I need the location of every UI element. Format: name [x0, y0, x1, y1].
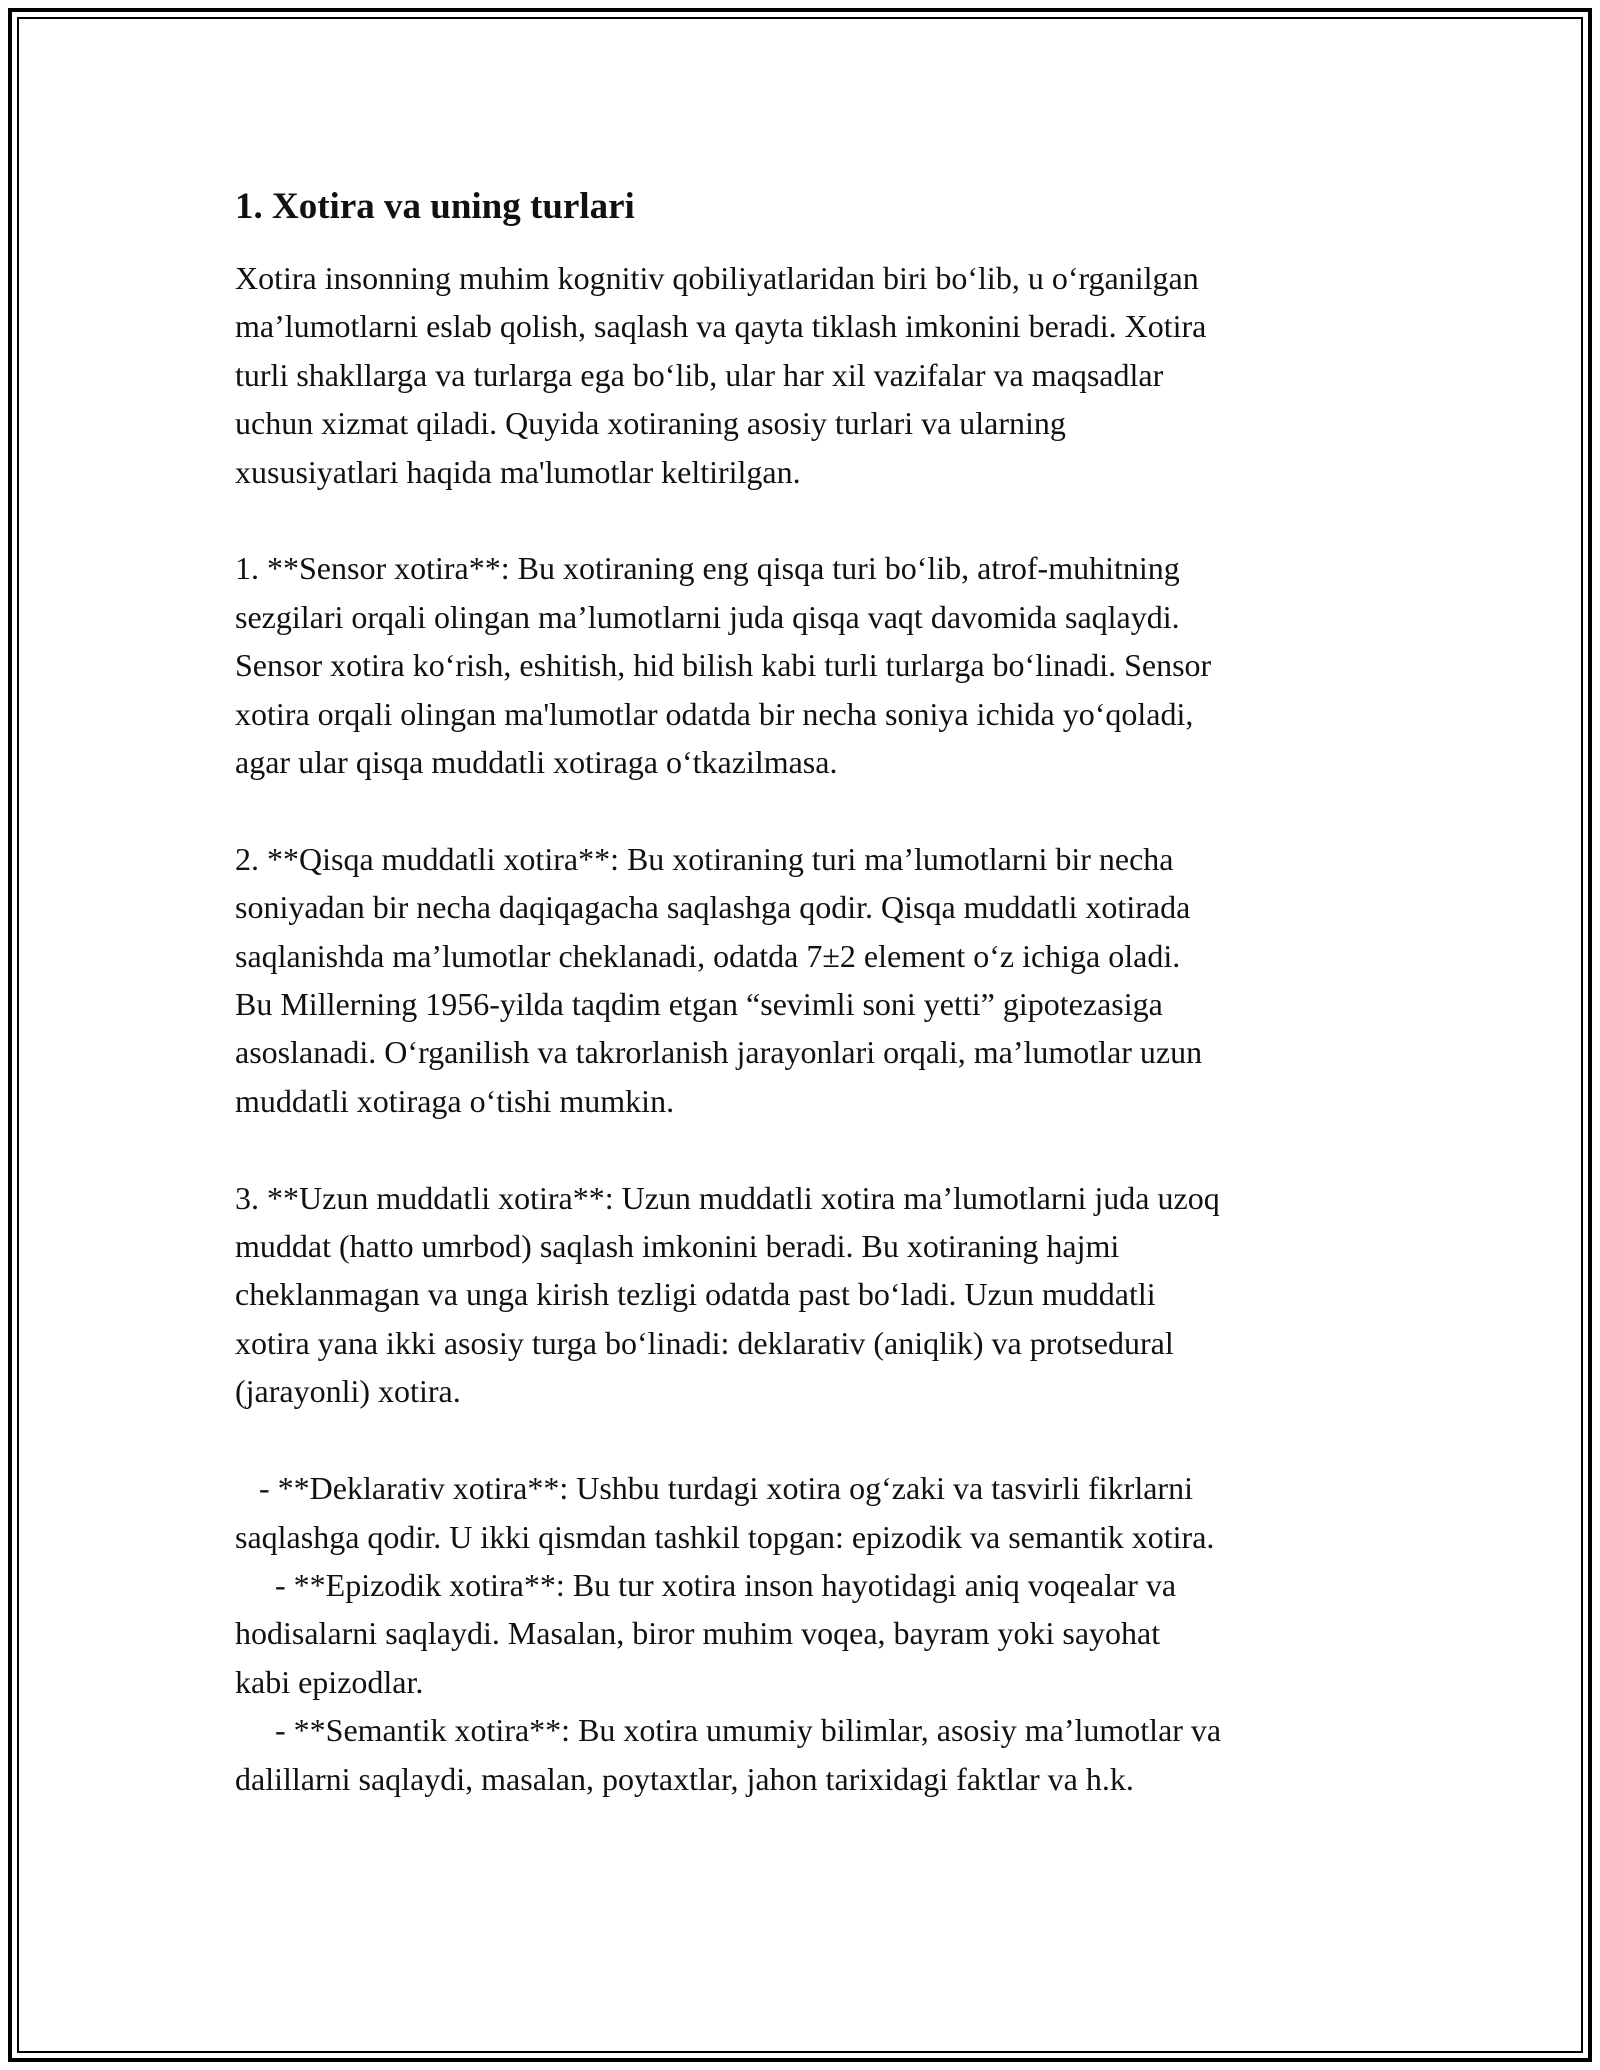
section-long-term-memory: 3. **Uzun muddatli xotira**: Uzun muddatli xotira ma’lumotlarni juda uzoq muddat (hatto umrbod) saqlash imkonini beradi. Bu xotiraning hajmi cheklanmagan va unga kirish tezligi odatda past bo‘ladi. Uzun muddatli xotira yana ikki asosiy turga bo‘linadi: deklarativ (aniqlik) va protsedural (jarayonli) xotira. [235, 1179, 1220, 1410]
paragraph-spacer [235, 1416, 1385, 1464]
paragraph-spacer [235, 496, 1385, 544]
section-declarative-memory: - **Deklarativ xotira**: Ushbu turdagi xotira og‘zaki va tasvirli fikrlarni saqlashga qodir. U ikki qismdan tashkil topgan: epizodik va semantik xotira. - **Epizodik xotira**: Bu tur xotira inson hayotidagi aniq voqealar va hodisalarni saqlaydi. Masalan, biror muhim voqea, bayram yoki sayohat kabi epizodlar. - **Semantik xotira**: Bu xotira umumiy bilimlar, asosiy ma’lumotlar va dalillarni saqlaydi, masalan, poytaxtlar, jahon tarixidagi faktlar va h.k. [235, 1470, 1222, 1797]
section-short-term-memory: 2. **Qisqa muddatli xotira**: Bu xotiraning turi ma’lumotlarni bir necha soniyadan bir necha daqiqagacha saqlashga qodir. Qisqa muddatli xotirada saqlanishda ma’lumotlar cheklanadi, odatda 7±2 element o‘z ichiga oladi. Bu Millerning 1956-yilda taqdim etgan “sevimli soni yetti” gipotezasiga asoslanadi. O‘rganilish va takrorlanish jarayonlari orqali, ma’lumotlar uzun muddatli xotiraga o‘tishi mumkin. [235, 840, 1203, 1119]
paragraph-spacer [235, 1125, 1385, 1173]
document-title: 1. Xotira va uning turlari [235, 186, 635, 227]
intro-paragraph: Xotira insonning muhim kognitiv qobiliyatlaridan biri bo‘lib, u o‘rganilgan ma’lumotlarni eslab qolish, saqlash va qayta tiklash imkonini beradi. Xotira turli shakllarga va turlarga ega bo‘lib, ular har xil vazifalar va maqsadlar uchun xizmat qiladi. Quyida xotiraning asosiy turlari va ularning xususiyatlari haqida ma'lumotlar keltirilgan. [235, 260, 1207, 490]
section-sensor-memory: 1. **Sensor xotira**: Bu xotiraning eng qisqa turi bo‘lib, atrof-muhitning sezgilari orqali olingan ma’lumotlarni juda qisqa vaqt davomida saqlaydi. Sensor xotira ko‘rish, eshitish, hid bilish kabi turli turlarga bo‘linadi. Sensor xotira orqali olingan ma'lumotlar odatda bir necha soniya ichida yo‘qoladi, agar ular qisqa muddatli xotiraga o‘tkazilmasa. [235, 550, 1212, 781]
document-body [235, 183, 1385, 1803]
paragraph-spacer [235, 786, 1385, 834]
